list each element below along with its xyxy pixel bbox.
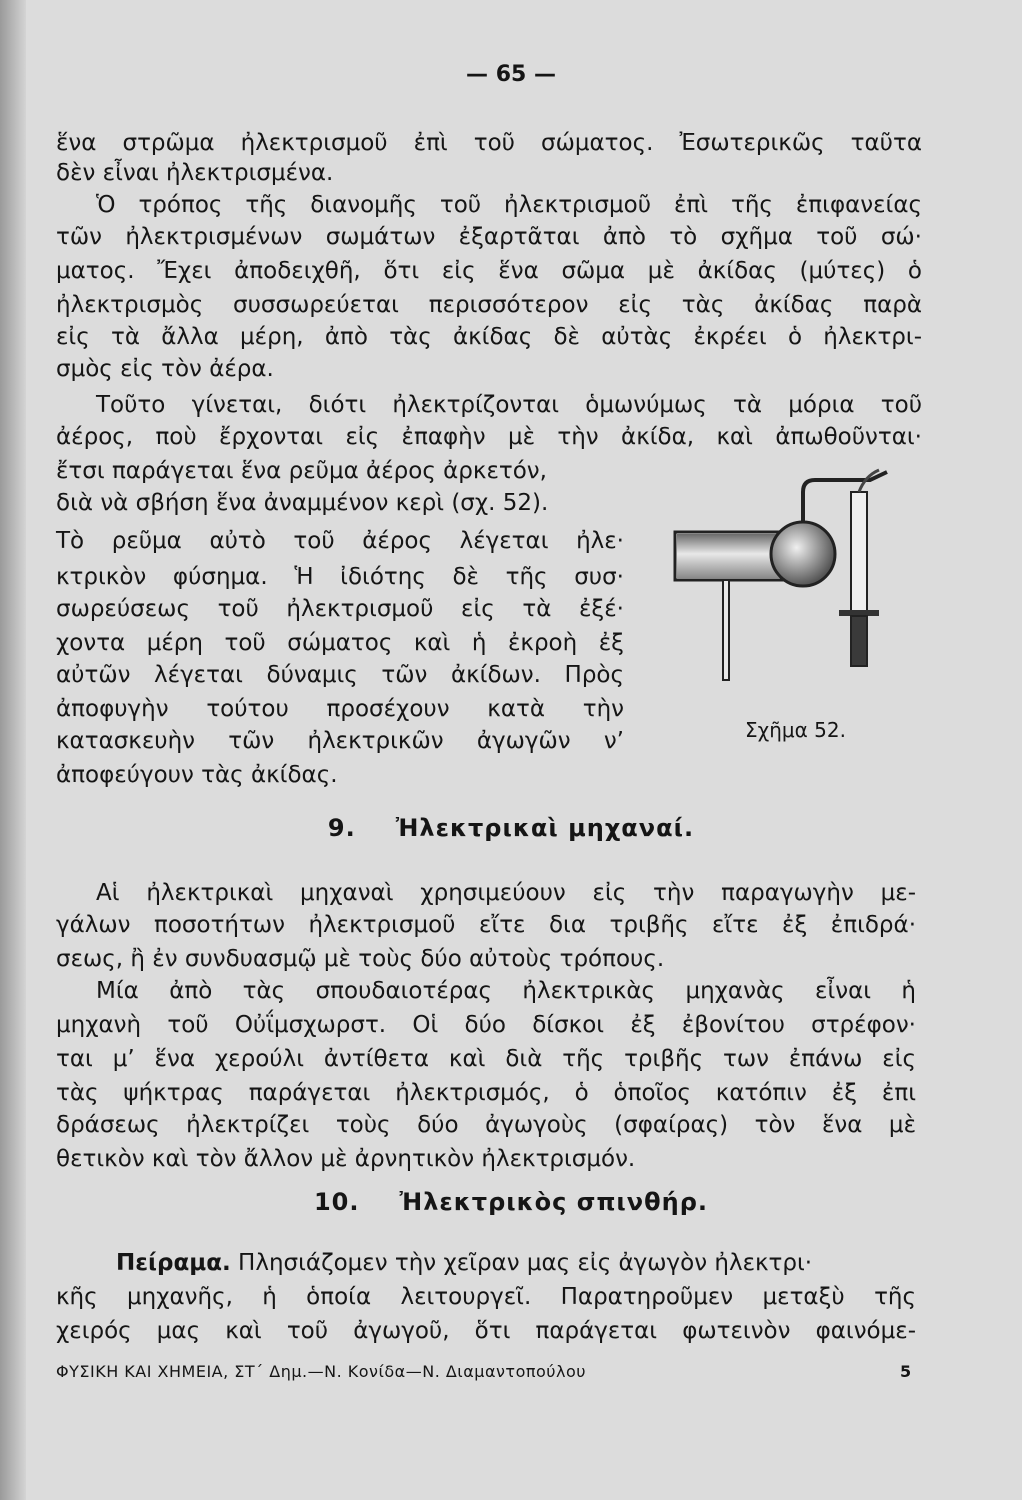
page-binding-edge <box>0 0 26 1500</box>
experiment-label: Πείραμα. <box>116 1250 231 1276</box>
text-line: μηχανὴ τοῦ Οὐΐμσχωρστ. Οἱ δύο δίσκοι ἐξ ἐβονίτου στρέφον· <box>56 1012 916 1038</box>
text-line: ἠλεκτρισμὸς συσσωρεύεται περισσότερον εἰς τὰς ἀκίδας παρὰ <box>56 292 922 318</box>
text-fragment: Πλησιάζομεν τὴν χεῖραν μας εἰς ἀγωγὸν ἠλεκτρι· <box>230 1250 813 1276</box>
text-line: Μία ἀπὸ τὰς σπουδαιοτέρας ἠλεκτρικὰς μηχανὰς εἶναι ἡ <box>96 978 916 1004</box>
section-heading-10 <box>0 1188 1022 1216</box>
text-line: ἀποφεύγουν τὰς ἀκίδας. <box>56 762 338 788</box>
text-line: χοντα μέρη τοῦ σώματος καὶ ἡ ἐκροὴ ἐξ <box>56 630 624 656</box>
section-title: Ἠλεκτρικαὶ μηχαναί. <box>395 814 695 842</box>
figure-52-illustration <box>665 462 935 712</box>
text-line: κτρικὸν φύσημα. Ἡ ἰδιότης δὲ τῆς συσ· <box>56 564 624 590</box>
text-line: κατασκευὴν τῶν ἠλεκτρικῶν ἀγωγῶν ν’ <box>56 728 624 754</box>
text-line: δράσεως ἠλεκτρίζει τοὺς δύο ἀγωγοὺς (σφαίρας) τὸν ἕνα μὲ <box>56 1112 916 1138</box>
footer-signature-number: 5 <box>900 1362 912 1381</box>
section-heading-9 <box>0 814 1022 842</box>
text-line: γάλων ποσοτήτων ἠλεκτρισμοῦ εἴτε δια τριβῆς εἴτε ἐξ ἐπιδρά· <box>56 912 916 938</box>
text-line: ἀέρος, ποὺ ἔρχονται εἰς ἐπαφὴν μὲ τὴν ἀκίδα, καὶ ἀπωθοῦνται· <box>56 424 922 450</box>
text-line: ται μ’ ἕνα χερούλι ἀντίθετα καὶ διὰ τῆς τριβῆς των ἐπάνω εἰς <box>56 1046 916 1072</box>
section-title: Ἠλεκτρικὸς σπινθήρ. <box>399 1188 708 1216</box>
text-line: δὲν εἶναι ἠλεκτρισμένα. <box>56 160 334 186</box>
page-number-top: — 65 — <box>466 62 556 87</box>
section-number: 9. <box>327 814 356 842</box>
text-line: σεως, ἢ ἐν συνδυασμῷ μὲ τοὺς δύο αὐτοὺς τρόπους. <box>56 946 665 972</box>
text-line: τῶν ἠλεκτρισμένων σωμάτων ἐξαρτᾶται ἀπὸ τὸ σχῆμα τοῦ σώ· <box>56 224 922 250</box>
text-line: αὐτῶν λέγεται δύναμις τῶν ἀκίδων. Πρὸς <box>56 662 624 688</box>
text-line: διὰ νὰ σβήση ἕνα ἀναμμένον κερὶ (σχ. 52). <box>56 490 549 516</box>
text-line: σωρεύσεως τοῦ ἠλεκτρισμοῦ εἰς τὰ ἐξέ· <box>56 596 624 622</box>
text-line: χειρός μας καὶ τοῦ ἀγωγοῦ, ὅτι παράγεται φωτεινὸν φαινόμε- <box>56 1318 916 1344</box>
text-line: Αἱ ἠλεκτρικαὶ μηχαναὶ χρησιμεύουν εἰς τὴν παραγωγὴν με- <box>96 880 916 906</box>
text-line: ματος. Ἔχει ἀποδειχθῆ, ὅτι εἰς ἕνα σῶμα μὲ ἀκίδας (μύτες) ὁ <box>56 258 922 284</box>
footer-book-title: ΦΥΣΙΚΗ ΚΑΙ ΧΗΜΕΙΑ, ΣΤ΄ Δημ.—Ν. Κονίδα—Ν. Διαμαντοπούλου <box>56 1362 587 1381</box>
text-line: τὰς ψήκτρας παράγεται ἠλεκτρισμός, ὁ ὁποῖος κατόπιν ἐξ ἐπι <box>56 1080 916 1106</box>
figure-caption: Σχῆμα 52. <box>745 718 846 742</box>
text-line: ἔτσι παράγεται ἕνα ρεῦμα ἀέρος ἀρκετόν, <box>56 458 547 484</box>
text-line: Τὸ ρεῦμα αὐτὸ τοῦ ἀέρος λέγεται ἠλε· <box>56 528 624 554</box>
text-line <box>116 1248 916 1278</box>
text-line: Τοῦτο γίνεται, διότι ἠλεκτρίζονται ὁμωνύμως τὰ μόρια τοῦ <box>96 392 922 418</box>
text-line: σμὸς εἰς τὸν ἀέρα. <box>56 356 274 382</box>
text-line: ἀποφυγὴν τούτου προσέχουν κατὰ τὴν <box>56 696 624 722</box>
text-line: κῆς μηχανῆς, ἡ ὁποία λειτουργεῖ. Παρατηροῦμεν μεταξὺ τῆς <box>56 1284 916 1310</box>
section-number: 10. <box>313 1188 360 1216</box>
text-line: θετικὸν καὶ τὸν ἄλλον μὲ ἀρνητικὸν ἠλεκτρισμόν. <box>56 1146 636 1172</box>
text-line: Ὁ τρόπος τῆς διανομῆς τοῦ ἠλεκτρισμοῦ ἐπὶ τῆς ἐπιφανείας <box>96 192 922 218</box>
text-line: εἰς τὰ ἄλλα μέρη, ἀπὸ τὰς ἀκίδας δὲ αὐτὰς ἐκρέει ὁ ἠλεκτρι- <box>56 324 922 350</box>
text-line: ἕνα στρῶμα ἠλεκτρισμοῦ ἐπὶ τοῦ σώματος. Ἐσωτερικῶς ταῦτα <box>56 130 922 156</box>
